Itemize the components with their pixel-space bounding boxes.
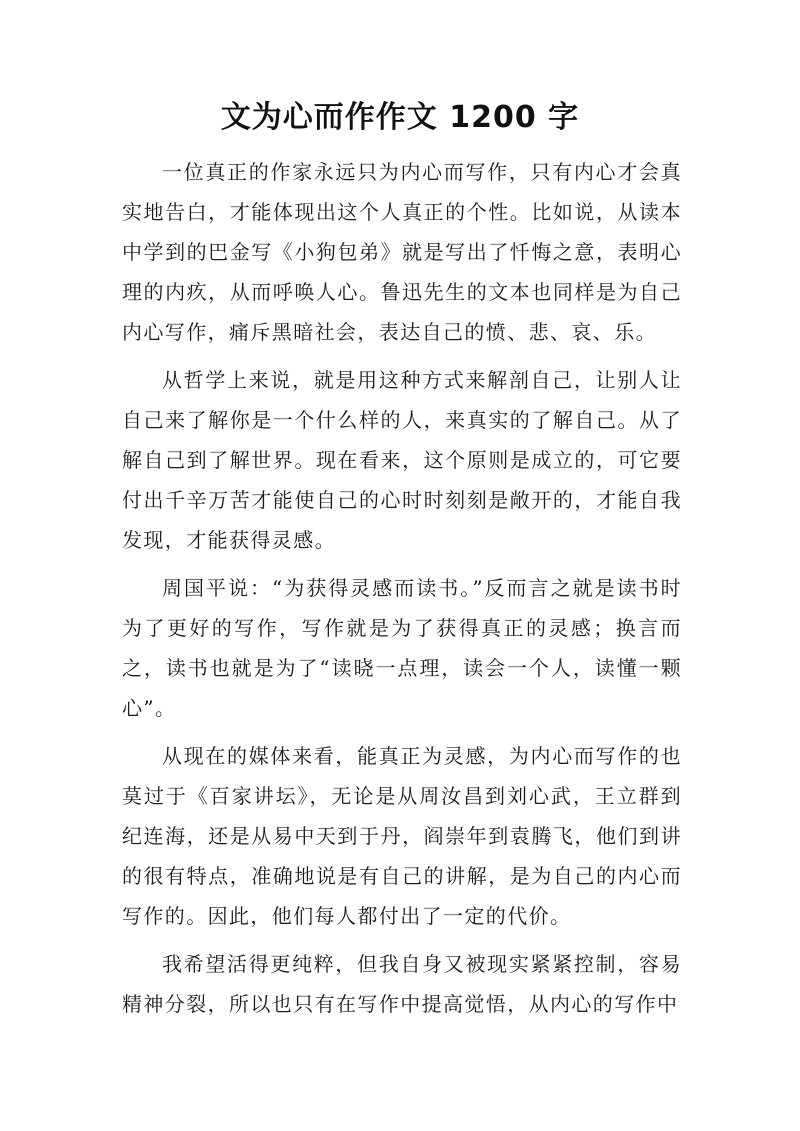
paragraph-3: 周国平说：“为获得灵感而读书。”反而言之就是读书时为了更好的写作，写作就是为了获得真正的灵感；换言而之，读书也就是为了“读晓一点理，读会一个人，读懂一颗心”。 (122, 576, 682, 720)
paragraph-5: 我希望活得更纯粹，但我自身又被现实紧紧控制，容易精神分裂，所以也只有在写作中提高觉悟，从内心的写作中 (122, 952, 682, 1016)
paragraph-2: 从哲学上来说，就是用这种方式来解剖自己，让别人让自己来了解你是一个什么样的人，来真实的了解自己。从了解自己到了解世界。现在看来，这个原则是成立的，可它要付出千辛万苦才能使自己的心时时刻刻是敞开的，才能自我发现，才能获得灵感。 (122, 368, 682, 552)
paragraph-4: 从现在的媒体来看，能真正为灵感，为内心而写作的也莫过于《百家讲坛》，无论是从周汝昌到刘心武，王立群到纪连海，还是从易中天到于丹，阎崇年到袁腾飞，他们到讲的很有特点，准确地说是有自己的讲解，是为自己的内心而写作的。因此，他们每人都付出了一定的代价。 (122, 744, 682, 928)
paragraph-1: 一位真正的作家永远只为内心而写作，只有内心才会真实地告白，才能体现出这个人真正的个性。比如说，从读本中学到的巴金写《小狗包弟》就是写出了忏悔之意，表明心理的内疚，从而呼唤人心。鲁迅先生的文本也同样是为自己内心写作，痛斥黑暗社会，表达自己的愤、悲、哀、乐。 (122, 160, 682, 344)
document-title: 文为心而作作文 1200 字 (220, 100, 580, 135)
document-body (122, 152, 682, 1032)
